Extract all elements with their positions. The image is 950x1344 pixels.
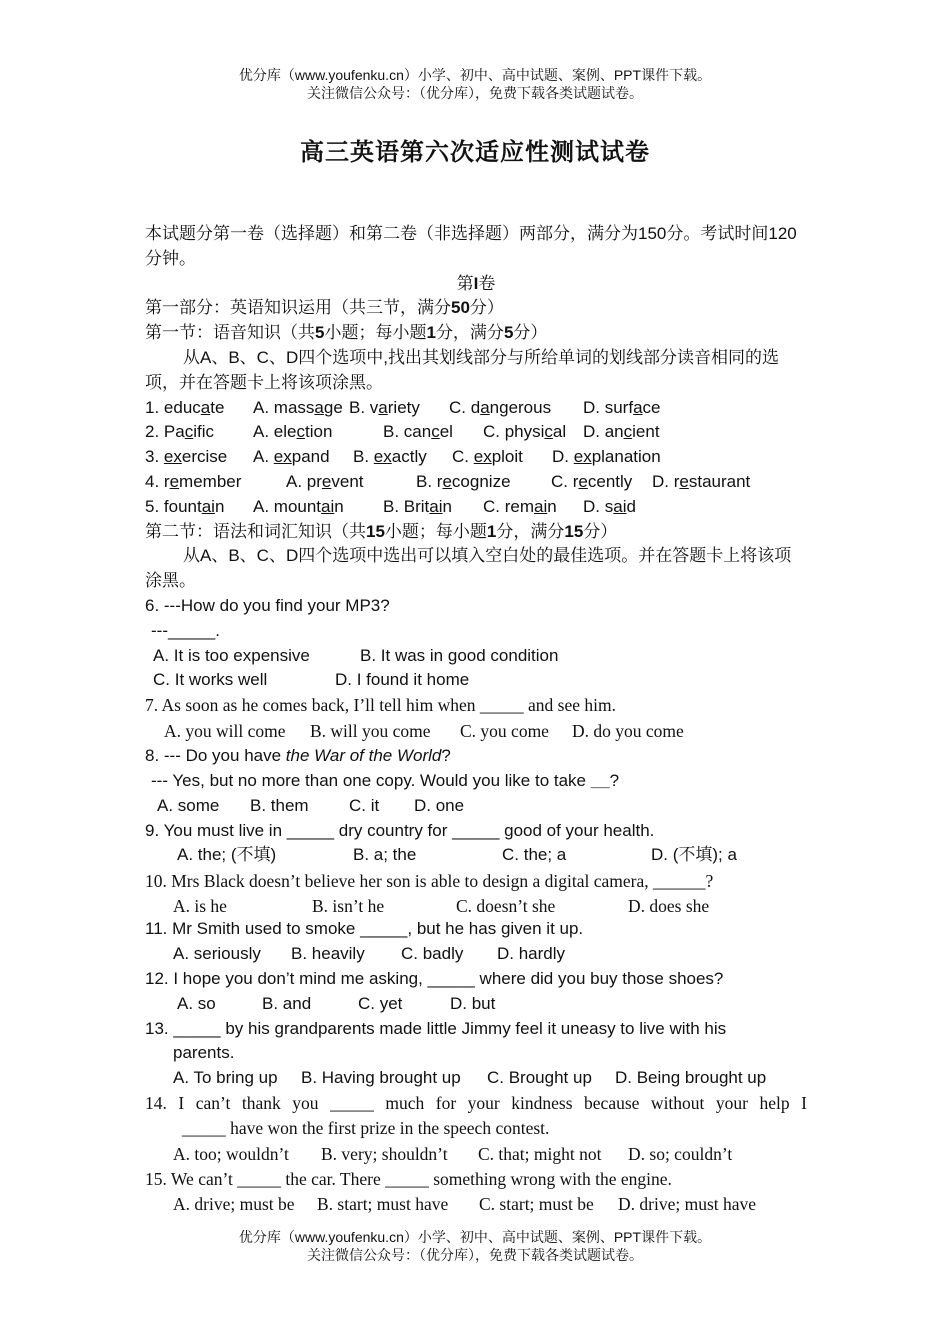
option-c[interactable]: C. Brought up <box>487 1068 592 1088</box>
option-d[interactable]: D. hardly <box>497 944 566 964</box>
option-d[interactable]: D. ancient <box>583 422 660 442</box>
question-6-options-row1 <box>145 644 807 669</box>
option-d[interactable]: D. drive; must have <box>618 1193 757 1214</box>
option-b[interactable]: B. recognize <box>416 471 511 491</box>
question-word: 2. Pacific <box>145 422 214 442</box>
target-word: educate <box>163 397 225 417</box>
option-c[interactable]: C. recently <box>551 471 633 491</box>
question-14-stem-line2: _____ have won the first prize in the speech contest. <box>182 1118 550 1139</box>
option-a[interactable]: A. drive; must be <box>173 1193 295 1214</box>
option-b[interactable]: B. very; shouldn’t <box>321 1143 448 1164</box>
question-12-options <box>145 992 807 1017</box>
volume-label: 第I卷 <box>456 273 496 293</box>
question-9-options <box>145 843 807 869</box>
option-b[interactable]: B. and <box>262 993 312 1013</box>
option-d[interactable]: D. one <box>414 795 465 815</box>
option-a[interactable]: A. some <box>157 795 220 815</box>
question-7-stem: 7. As soon as he comes back, I’ll tell him when _____ and see him. <box>145 695 616 716</box>
option-d[interactable]: D. but <box>450 993 496 1013</box>
option-c[interactable]: C. the; a <box>502 845 567 865</box>
phonetics-question-3 <box>145 445 807 470</box>
page-header <box>0 66 950 102</box>
question-7-options <box>145 719 807 745</box>
phonetics-question-2 <box>145 420 807 445</box>
option-d[interactable]: D. said <box>583 496 636 516</box>
question-9-stem: 9. You must live in _____ dry country for _____ good of your health. <box>145 820 655 840</box>
option-b[interactable]: B. variety <box>349 397 420 417</box>
option-b[interactable]: B. isn’t he <box>312 896 385 917</box>
option-c[interactable]: C. dangerous <box>449 397 552 417</box>
phonetics-question-1 <box>145 396 807 421</box>
option-a[interactable]: A. To bring up <box>173 1068 278 1088</box>
part-one-heading: 第一部分：英语知识运用（共三节，满分50分） <box>145 298 504 318</box>
option-c[interactable]: C. exploit <box>452 447 523 467</box>
question-6-reply: ---_____. <box>151 620 220 640</box>
question-12-stem: 12. I hope you don’t mind me asking, _____ where did you buy those shoes? <box>145 968 724 988</box>
option-d[interactable]: D. restaurant <box>652 471 751 491</box>
question-13-stem-line2: parents. <box>173 1043 235 1063</box>
option-a[interactable]: A. It is too expensive <box>153 645 310 665</box>
header-line-1: 优分库（www.youfenku.cn）小学、初中、高中试题、案例、PPT课件下载。 <box>238 67 712 83</box>
question-8-stem: 8. --- Do you have the War of the World? <box>145 746 451 766</box>
question-word: 3. exercise <box>145 447 228 467</box>
option-b[interactable]: B. a; the <box>353 845 417 865</box>
section-one-heading: 第一节：语音知识（共5小题；每小题1分，满分5分） <box>145 323 548 343</box>
question-10-stem: 10. Mrs Black doesn’t believe her son is able to design a digital camera, ______? <box>145 871 714 892</box>
option-c[interactable]: C. that; might not <box>478 1143 602 1164</box>
section-one-instruction: 从A、B、C、D四个选项中,找出其划线部分与所给单词的划线部分读音相同的选项，并在答题卡上将该项涂黑。 <box>145 347 779 392</box>
option-c[interactable]: C. you come <box>460 720 549 741</box>
exam-content <box>145 222 807 1217</box>
option-c[interactable]: C. it <box>349 795 380 815</box>
target-word: remember <box>163 471 242 491</box>
option-a[interactable]: A. is he <box>173 896 227 917</box>
option-c[interactable]: C. remain <box>483 496 557 516</box>
option-a[interactable]: A. you will come <box>164 720 286 741</box>
section-two-instruction: 从A、B、C、D四个选项中选出可以填入空白处的最佳选项。并在答题卡上将该项涂黑。 <box>145 546 792 591</box>
option-a[interactable]: A. mountain <box>253 496 344 516</box>
question-word: 1. educate <box>145 397 225 417</box>
footer-line-1: 优分库（www.youfenku.cn）小学、初中、高中试题、案例、PPT课件下载。 <box>238 1229 712 1245</box>
option-a[interactable]: A. massage <box>253 397 343 417</box>
target-word: exercise <box>163 447 228 467</box>
option-d[interactable]: D. (不填); a <box>651 845 737 865</box>
header-line-2: 关注微信公众号：（优分库），免费下载各类试题试卷。 <box>307 85 643 101</box>
option-b[interactable]: B. Having brought up <box>301 1068 461 1088</box>
question-11-stem: 11. Mr Smith used to smoke _____, but he has given it up. <box>145 919 584 939</box>
phonetics-questions <box>145 396 807 520</box>
question-15-stem: 15. We can’t _____ the car. There _____ something wrong with the engine. <box>145 1168 672 1189</box>
option-d[interactable]: D. so; couldn’t <box>628 1143 733 1164</box>
option-a[interactable]: A. prevent <box>286 471 364 491</box>
option-d[interactable]: D. Being brought up <box>615 1068 767 1088</box>
option-d[interactable]: D. explanation <box>552 447 661 467</box>
option-c[interactable]: C. start; must be <box>479 1193 594 1214</box>
option-c[interactable]: C. badly <box>401 944 464 964</box>
question-8-reply: --- Yes, but no more than one copy. Would you like to take __? <box>151 770 620 790</box>
option-b[interactable]: B. Britain <box>383 496 452 516</box>
option-a[interactable]: A. so <box>177 993 216 1013</box>
option-a[interactable]: A. too; wouldn’t <box>173 1143 289 1164</box>
option-b[interactable]: B. heavily <box>291 944 365 964</box>
option-c[interactable]: C. It works well <box>153 670 268 690</box>
question-word: 5. fountain <box>145 496 225 516</box>
option-d[interactable]: D. surface <box>583 397 661 417</box>
option-b[interactable]: B. them <box>250 795 309 815</box>
option-c[interactable]: C. physical <box>483 422 567 442</box>
option-b[interactable]: B. cancel <box>383 422 453 442</box>
option-c[interactable]: C. yet <box>358 993 403 1013</box>
option-b[interactable]: B. start; must have <box>317 1193 449 1214</box>
option-d[interactable]: D. I found it home <box>335 670 470 690</box>
option-a[interactable]: A. election <box>253 422 333 442</box>
question-14-options <box>145 1142 807 1167</box>
option-d[interactable]: D. does she <box>628 896 710 917</box>
option-c[interactable]: C. doesn’t she <box>456 896 556 917</box>
question-11-options <box>145 942 807 967</box>
question-13-options <box>145 1066 807 1091</box>
option-a[interactable]: A. the; (不填) <box>177 845 277 865</box>
question-6-options-row2 <box>145 668 807 693</box>
option-b[interactable]: B. will you come <box>310 720 431 741</box>
exam-title: 高三英语第六次适应性测试试卷 <box>300 138 650 166</box>
question-6-stem: 6. ---How do you find your MP3? <box>145 595 390 615</box>
phonetics-question-5 <box>145 495 807 520</box>
option-d[interactable]: D. do you come <box>572 720 684 741</box>
question-word: 4. remember <box>145 471 242 491</box>
question-14-stem-line1: 14. I can’t thank you _____ much for your kindness because without your help I <box>145 1092 807 1113</box>
question-10-options <box>145 894 807 917</box>
option-b[interactable]: B. It was in good condition <box>360 645 559 665</box>
option-a[interactable]: A. seriously <box>173 944 261 964</box>
question-15-options <box>145 1192 807 1217</box>
question-13-stem-line1: 13. _____ by his grandparents made little Jimmy feel it uneasy to live with his <box>145 1018 727 1038</box>
footer-line-2: 关注微信公众号：（优分库），免费下载各类试题试卷。 <box>307 1247 643 1263</box>
target-word: fountain <box>163 496 225 516</box>
phonetics-question-4 <box>145 470 807 495</box>
section-two-heading: 第二节：语法和词汇知识（共15小题；每小题1分，满分15分） <box>145 521 618 541</box>
question-8-options <box>145 794 807 819</box>
target-word: Pacific <box>163 422 214 442</box>
option-b[interactable]: B. exactly <box>353 447 427 467</box>
intro-text: 本试题分第一卷（选择题）和第二卷（非选择题）两部分，满分为150分。考试时间120分钟。 <box>145 224 797 268</box>
page-footer <box>0 1228 950 1264</box>
option-a[interactable]: A. expand <box>253 447 330 467</box>
